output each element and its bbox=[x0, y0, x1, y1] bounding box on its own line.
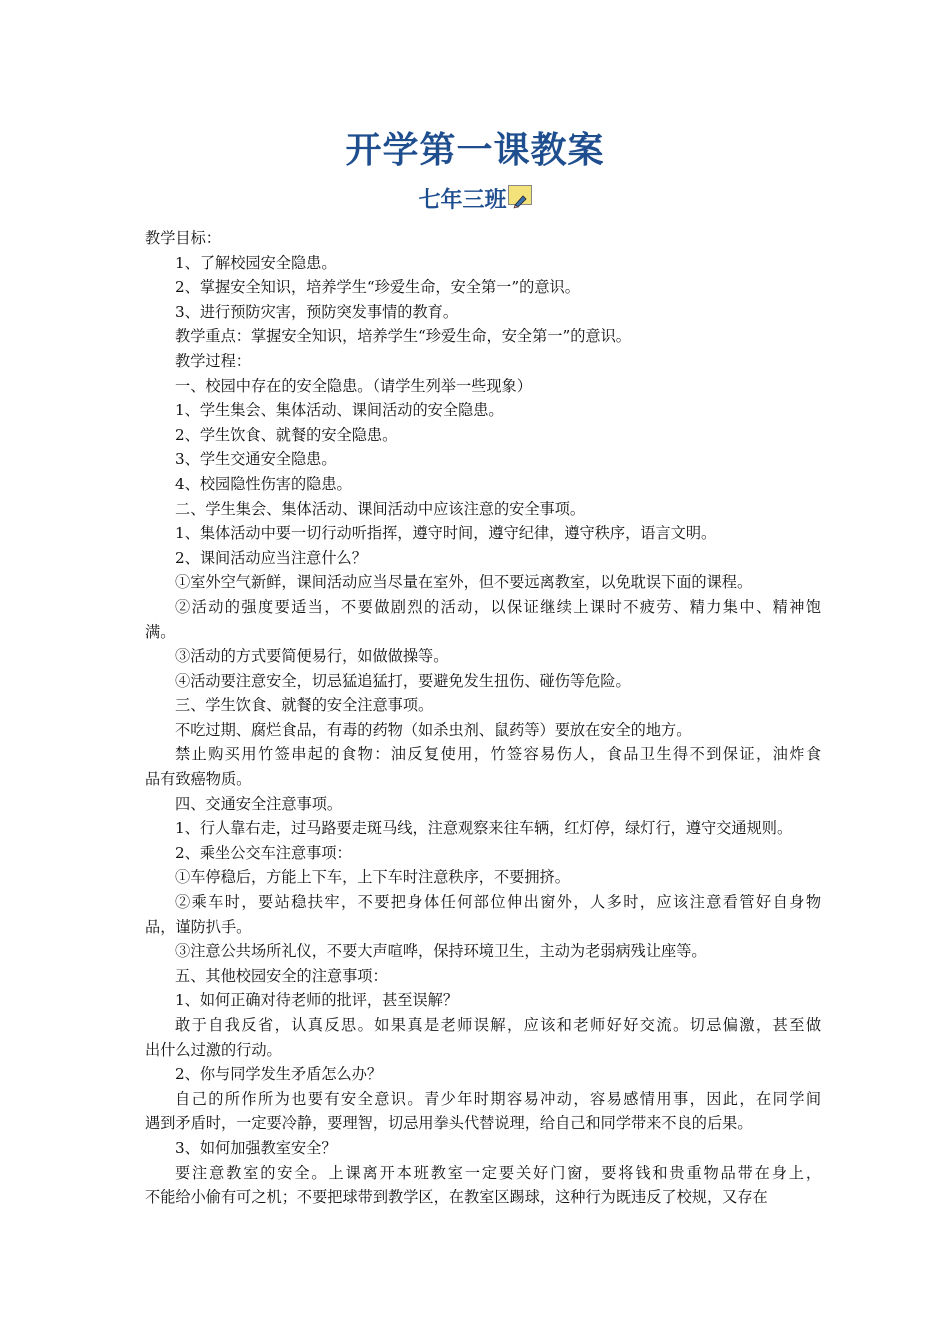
text-line: 三、学生饮食、就餐的安全注意事项。 bbox=[175, 696, 434, 715]
text-line: 教学重点：掌握安全知识，培养学生“珍爱生命，安全第一”的意识。 bbox=[175, 327, 631, 346]
text-line: 2、你与同学发生矛盾怎么办？ bbox=[175, 1065, 383, 1084]
text-line: ①室外空气新鲜，课间活动应当尽量在室外，但不要远离教室，以免耽误下面的课程。 bbox=[175, 573, 753, 592]
text-line: ③注意公共场所礼仪，不要大声喧哗，保持环境卫生，主动为老弱病残让座等。 bbox=[175, 942, 707, 961]
text-line: 五、其他校园安全的注意事项： bbox=[175, 966, 388, 985]
text-line: 教学目标： bbox=[145, 229, 221, 247]
text-line: 不吃过期、腐烂食品，有毒的药物（如杀虫剂、鼠药等）要放在安全的地方。 bbox=[175, 720, 692, 739]
text-line: 教学过程： bbox=[175, 351, 251, 370]
text-line: ①车停稳后，方能上下车，上下车时注意秩序，不要拥挤。 bbox=[175, 868, 570, 887]
text-line: ②活动的强度要适当，不要做剧烈的活动，以保证继续上课时不疲劳、精力集中、精神饱 bbox=[175, 597, 821, 616]
text-line: ②乘车时，要站稳扶牢，不要把身体任何部位伸出窗外，人多时，应该注意看管好自身物 bbox=[175, 893, 821, 912]
text-line: 3、进行预防灾害，预防突发事情的教育。 bbox=[175, 302, 459, 321]
document-body bbox=[145, 226, 821, 1210]
text-line: 不能给小偷有可之机；不要把球带到教学区，在教室区踢球，这种行为既违反了校规，又存在 bbox=[145, 1188, 768, 1207]
text-line: 自己的所作所为也要有安全意识。青少年时期容易冲动，容易感情用事，因此，在同学间 bbox=[175, 1089, 821, 1108]
text-line: 1、学生集会、集体活动、课间活动的安全隐患。 bbox=[175, 401, 504, 420]
document-subtitle bbox=[0, 184, 950, 216]
text-line: 二、学生集会、集体活动、课间活动中应该注意的安全事项。 bbox=[175, 499, 586, 518]
text-line: ③活动的方式要简便易行，如做做操等。 bbox=[175, 647, 449, 666]
text-line: 3、如何加强教室安全？ bbox=[175, 1138, 337, 1157]
text-line: 品，谨防扒手。 bbox=[145, 917, 252, 936]
text-line: 四、交通安全注意事项。 bbox=[175, 794, 343, 813]
text-line: ④活动要注意安全，切忌猛追猛打，要避免发生扭伤、碰伤等危险。 bbox=[175, 671, 631, 690]
text-line: 禁止购买用竹签串起的食物：油反复使用，竹签容易伤人，食品卫生得不到保证，油炸食 bbox=[175, 745, 821, 764]
text-line: 1、如何正确对待老师的批评，甚至误解？ bbox=[175, 991, 459, 1010]
text-line: 2、乘坐公交车注意事项： bbox=[175, 843, 352, 862]
text-line: 2、掌握安全知识，培养学生“珍爱生命，安全第一”的意识。 bbox=[175, 278, 580, 297]
text-line: 品有致癌物质。 bbox=[145, 770, 252, 789]
text-line: 遇到矛盾时，一定要冷静，要理智，切忌用拳头代替说理，给自己和同学带来不良的后果。 bbox=[145, 1114, 753, 1133]
text-line: 敢于自我反省，认真反思。如果真是老师误解，应该和老师好好交流。切忌偏激，甚至做 bbox=[175, 1016, 821, 1034]
text-line: 要注意教室的安全。上课离开本班教室一定要关好门窗，要将钱和贵重物品带在身上， bbox=[175, 1163, 821, 1182]
document-title: 开学第一课教案 bbox=[345, 129, 605, 171]
text-line: 出什么过激的行动。 bbox=[145, 1040, 282, 1059]
text-line: 3、学生交通安全隐患。 bbox=[175, 450, 337, 469]
text-line: 满。 bbox=[145, 622, 176, 641]
text-line: 2、课间活动应当注意什么？ bbox=[175, 548, 367, 567]
text-line: 1、集体活动中要一切行动听指挥，遵守时间，遵守纪律，遵守秩序，语言文明。 bbox=[175, 524, 717, 543]
pencil-icon bbox=[508, 185, 532, 205]
text-line: 1、行人靠右走，过马路要走斑马线，注意观察来往车辆，红灯停，绿灯行，遵守交通规则。 bbox=[175, 819, 793, 838]
text-line: 2、学生饮食、就餐的安全隐患。 bbox=[175, 425, 398, 444]
text-line: 一、校园中存在的安全隐患。（请学生列举一些现象） bbox=[175, 376, 532, 395]
text-line: 1、了解校园安全隐患。 bbox=[175, 253, 337, 272]
text-line: 4、校园隐性伤害的隐患。 bbox=[175, 474, 352, 493]
subtitle-text: 七年三班 bbox=[418, 187, 507, 213]
